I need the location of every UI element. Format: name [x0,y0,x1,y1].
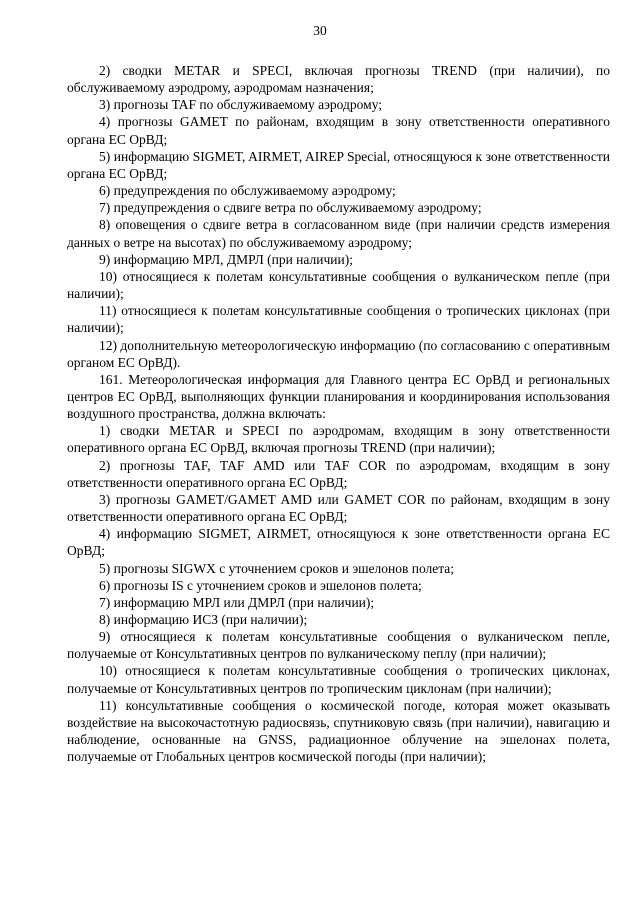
list-item: 8) информацию ИСЗ (при наличии); [99,612,308,627]
list-item: 5) информацию SIGMET, AIRMET, AIREP Special, относящуюся к зоне ответственности органа ЕС ОрВД; [67,148,610,181]
list-item: 10) относящиеся к полетам консультативные сообщения о вулканическом пепле (при наличии); [67,268,610,302]
list-item: 9) информацию МРЛ, ДМРЛ (при наличии); [99,251,353,267]
document-body [67,62,610,765]
list-item: 4) прогнозы GAMET по районам, входящим в зону ответственности оперативного органа ЕС ОрВД; [67,114,610,147]
list-item: 9) относящиеся к полетам консультативные сообщения о вулканическом пепле, получаемые от Консультативных центров по вулканическому пеплу (при наличии); [67,629,610,662]
list-item: 2) прогнозы TAF, TAF AMD или TAF COR по аэродромам, входящим в зону ответственности оперативного органа ЕС ОрВД; [67,457,610,490]
list-item: 6) предупреждения по обслуживаемому аэродрому; [99,183,396,199]
list-item: 3) прогнозы GAMET/GAMET AMD или GAMET COR по районам, входящим в зону ответственности оперативного органа ЕС ОрВД; [67,491,610,525]
list-item: 3) прогнозы TAF по обслуживаемому аэродрому; [99,97,383,113]
list-item: 10) относящиеся к полетам консультативные сообщения о тропических циклонах, получаемые от Консультативных центров по тропическим циклонам (при наличии); [67,663,610,696]
list-item: 2) сводки METAR и SPECI, включая прогнозы TREND (при наличии), по обслуживаемому аэродрому, аэродромам назначения; [67,63,610,96]
list-item: 7) информацию МРЛ или ДМРЛ (при наличии); [99,594,375,610]
list-item: 5) прогнозы SIGWX с уточнением сроков и эшелонов полета; [99,560,455,576]
list-item: 4) информацию SIGMET, AIRMET, относящуюся к зоне ответственности органа ЕС ОрВД; [67,526,610,559]
list-item: 6) прогнозы IS с уточнением сроков и эшелонов полета; [99,577,422,593]
section-paragraph: 161. Метеорологическая информация для Главного центра ЕС ОрВД и региональных центров ЕС ОрВД, выполняющих функции планирования и координирования использования воздушного пространства, должна включать: [67,371,610,422]
list-item: 11) консультативные сообщения о космической погоде, которая может оказывать воздействие на высокочастотную радиосвязь, спутниковую связь (при наличии), навигацию и наблюдение, основанные на GNSS, радиационное облучение на эшелонах полета, получаемые от Глобальных центров космической погоды (при наличии); [67,697,610,765]
list-item: 11) относящиеся к полетам консультативные сообщения о тропических циклонах (при наличии); [67,303,610,336]
list-item: 7) предупреждения о сдвиге ветра по обслуживаемому аэродрому; [99,200,482,216]
list-item: 12) дополнительную метеорологическую информацию (по согласованию с оперативным органом ЕС ОрВД). [67,337,610,370]
list-item: 1) сводки METAR и SPECI по аэродромам, входящим в зону ответственности оперативного органа ЕС ОрВД, включая прогнозы TREND (при наличии); [67,423,610,456]
list-item: 8) оповещения о сдвиге ветра в согласованном виде (при наличии средств измерения данных о ветре на высотах) по обслуживаемому аэродрому; [67,217,610,250]
page-number: 30 [313,23,327,38]
